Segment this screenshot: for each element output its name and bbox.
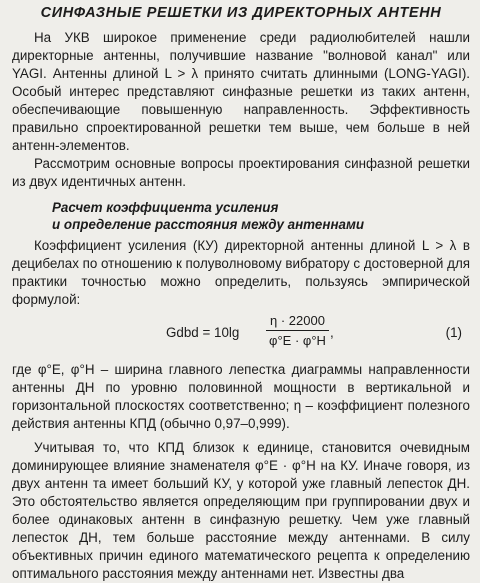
section-heading-line-2: и определение расстояния между антеннами (52, 217, 365, 232)
gain-formula (12, 313, 470, 357)
definitions-paragraph: где φ°E, φ°H – ширина главного лепестка диаграммы направленности антенны ДН по уровню половинной мощности в вертикальной и горизонтальной плоскостях соответственно; η – коэффициент полезного действия антенны КПД (обычно 0,97–0,999). (12, 362, 470, 431)
article-title: СИНФАЗНЫЕ РЕШЕТКИ ИЗ ДИРЕКТОРНЫХ АНТЕНН (40, 5, 442, 21)
section-heading-line-1: Расчет коэффициента усиления (52, 200, 279, 215)
formula-lhs: Gdbd = 10lg (166, 325, 240, 340)
formula-fraction (266, 313, 329, 348)
second-paragraph: Рассмотрим основные вопросы проектирования синфазной решетки из двух идентичных антенн. (12, 156, 470, 189)
section-heading (52, 199, 470, 233)
gain-paragraph: Коэффициент усиления (КУ) директорной антенны длиной L > λ в децибелах по отношению к полуволновому вибратору с достоверной для практики точностью можно определить, пользуясь эмпирической формулой: (12, 238, 471, 307)
intro-paragraph: На УКВ широкое применение среди радиолюбителей нашли директорные антенны, получившие название "волновой канал" или YAGI. Антенны длиной L > λ принято считать длинными (LONG-YAGI). Особый интерес представляют синфазные решетки из таких антенн, обеспечивающие повышенную направленность. Эффективность правильно спроектированной решетки тем выше, чем больше в ней антенн-элементов. (12, 30, 470, 153)
formula-comma: , (330, 325, 334, 340)
formula-numerator: η · 22000 (266, 313, 329, 331)
formula-denominator: φ°E · φ°H (269, 333, 326, 348)
conclusion-paragraph: Учитывая то, что КПД близок к единице, становится очевидным доминирующее влияние знаменателя φ°E · φ°H на КУ. Иначе говоря, из двух антенн та имеет больший КУ, у которой уже главный лепесток ДН. Это обстоятельство является определяющим при группировании двух и более одинаковых антенн в синфазную решетку. Чем уже главный лепесток ДН, тем больше расстояние между антеннами. В силу объективных причин единого математического рецепта к определению оптимального расстояния между антеннами нет. Известны два (12, 440, 470, 581)
formula-number: (1) (445, 325, 462, 340)
